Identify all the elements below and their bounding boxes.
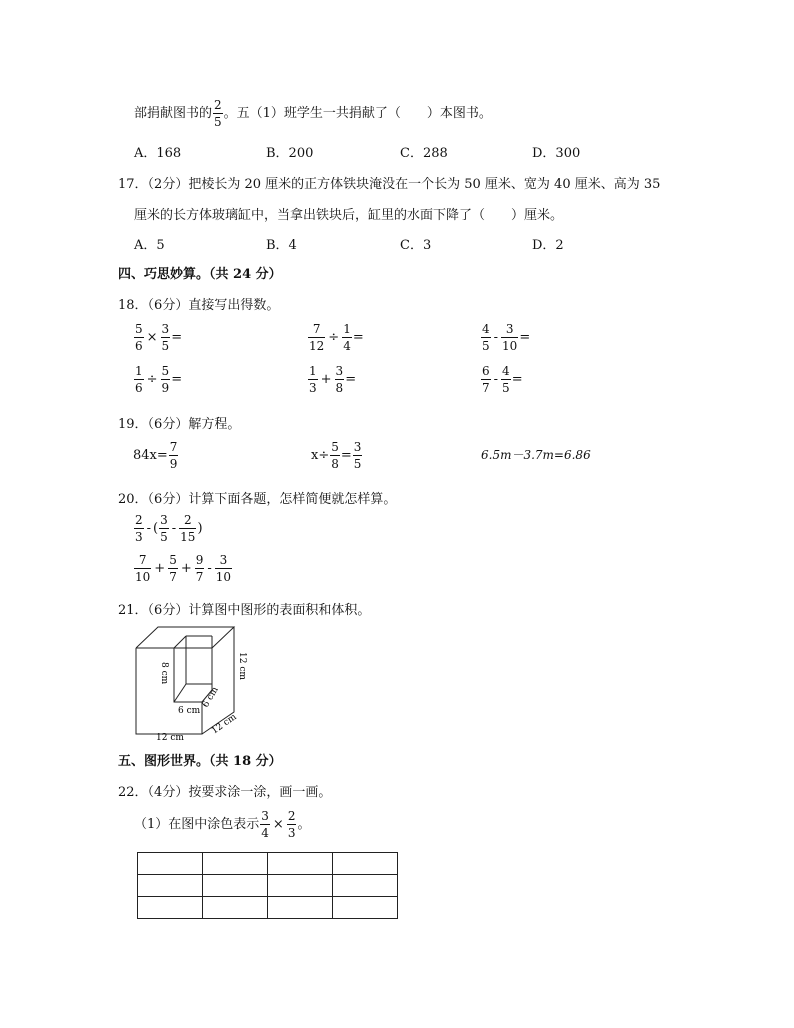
q22-grid[interactable]	[137, 852, 398, 919]
q21-label-h-outer: 12 cm	[237, 652, 247, 680]
q22-title: 22．（4分）按要求涂一涂，画一画。	[118, 785, 332, 800]
q20-title: 20．（6分）计算下面各题，怎样简便就怎样算。	[118, 492, 397, 507]
q19-title: 19．（6分）解方程。	[118, 417, 241, 432]
grid-row	[138, 897, 398, 919]
q21-figure	[128, 622, 258, 742]
q17-option-b[interactable]: B．4	[266, 238, 297, 253]
q18-item-1: $\frac{5}{6}$ × $\frac{3}{5}$ =	[135, 322, 183, 353]
grid-cell[interactable]	[268, 853, 333, 875]
q17-option-d[interactable]: D．2	[532, 238, 564, 253]
q16-option-c[interactable]: C．288	[400, 146, 448, 161]
q21-title: 21．（6分）计算图中图形的表面积和体积。	[118, 603, 371, 618]
q18-item-3: $\frac{4}{5}$ - $\frac{3}{10}$ =	[482, 322, 531, 353]
q19-eq3: 6.5m－3.7m=6.86	[481, 448, 591, 462]
grid-cell[interactable]	[203, 875, 268, 897]
grid-cell[interactable]	[203, 897, 268, 919]
q16-line-prefix: 部捐献图书的	[134, 106, 213, 121]
grid-cell[interactable]	[333, 875, 398, 897]
grid-cell[interactable]	[138, 853, 203, 875]
grid-cell[interactable]	[203, 853, 268, 875]
grid-cell[interactable]	[333, 853, 398, 875]
grid-cell[interactable]	[138, 875, 203, 897]
q21-label-h-inner: 8 cm	[159, 662, 169, 685]
q16-line-suffix: 。五（1）班学生一共捐献了（ ）本图书。	[223, 106, 492, 121]
q18-item-2: $\frac{7}{12}$ ÷ $\frac{1}{4}$ =	[309, 322, 364, 353]
q18-item-4: $\frac{1}{6}$ ÷ $\frac{5}{9}$ =	[135, 364, 183, 395]
q16-fraction	[213, 99, 223, 128]
q21-label-d-outer: 12 cm	[209, 712, 239, 737]
q17-line2: 厘米的长方体玻璃缸中，当拿出铁块后，缸里的水面下降了（ ）厘米。	[134, 208, 564, 223]
q16-line	[134, 99, 492, 128]
q16-option-b[interactable]: B．200	[266, 146, 314, 161]
q20-expr1: $\frac{2}{3}$ - ( $\frac{3}{5}$ - $\frac{2}{15}$ )	[135, 513, 203, 544]
section4-title: 四、巧思妙算。（共 24 分）	[118, 267, 282, 282]
q21-label-w-inner: 6 cm	[178, 706, 201, 716]
q17-option-a[interactable]: A．5	[134, 238, 165, 253]
q18-title: 18．（6分）直接写出得数。	[118, 298, 280, 313]
q17-option-c[interactable]: C．3	[400, 238, 432, 253]
frac-numerator: 2	[214, 98, 222, 112]
q16-option-a[interactable]: A．168	[134, 146, 182, 161]
grid-cell[interactable]	[333, 897, 398, 919]
grid-cell[interactable]	[138, 897, 203, 919]
q16-option-d[interactable]: D．300	[532, 146, 581, 161]
q18-item-6: $\frac{6}{7}$ - $\frac{4}{5}$ =	[482, 364, 523, 395]
q19-eq2: x÷ $\frac{5}{8}$ = $\frac{3}{5}$	[311, 440, 362, 471]
frac-denominator: 5	[214, 115, 222, 129]
q21-label-d-inner: 6 cm	[200, 685, 221, 710]
q22-sub1: （1）在图中涂色表示 $\frac{3}{4}$ × $\frac{2}{3}$ 。	[134, 809, 311, 840]
grid-row	[138, 875, 398, 897]
q21-label-w-outer: 12 cm	[156, 733, 184, 742]
grid-row	[138, 853, 398, 875]
section5-title: 五、图形世界。（共 18 分）	[118, 754, 282, 769]
q17-line1: 17．（2分）把棱长为 20 厘米的正方体铁块淹没在一个长为 50 厘米、宽为 40 厘米、高为 35	[118, 177, 661, 192]
grid-cell[interactable]	[268, 875, 333, 897]
q20-expr2: $\frac{7}{10}$ + $\frac{5}{7}$ + $\frac{9}{7}$ - $\frac{3}{10}$	[135, 553, 232, 584]
grid-cell[interactable]	[268, 897, 333, 919]
q19-eq1: 84x= $\frac{7}{9}$	[133, 440, 178, 471]
q18-item-5: $\frac{1}{3}$ + $\frac{3}{8}$ =	[309, 364, 357, 395]
